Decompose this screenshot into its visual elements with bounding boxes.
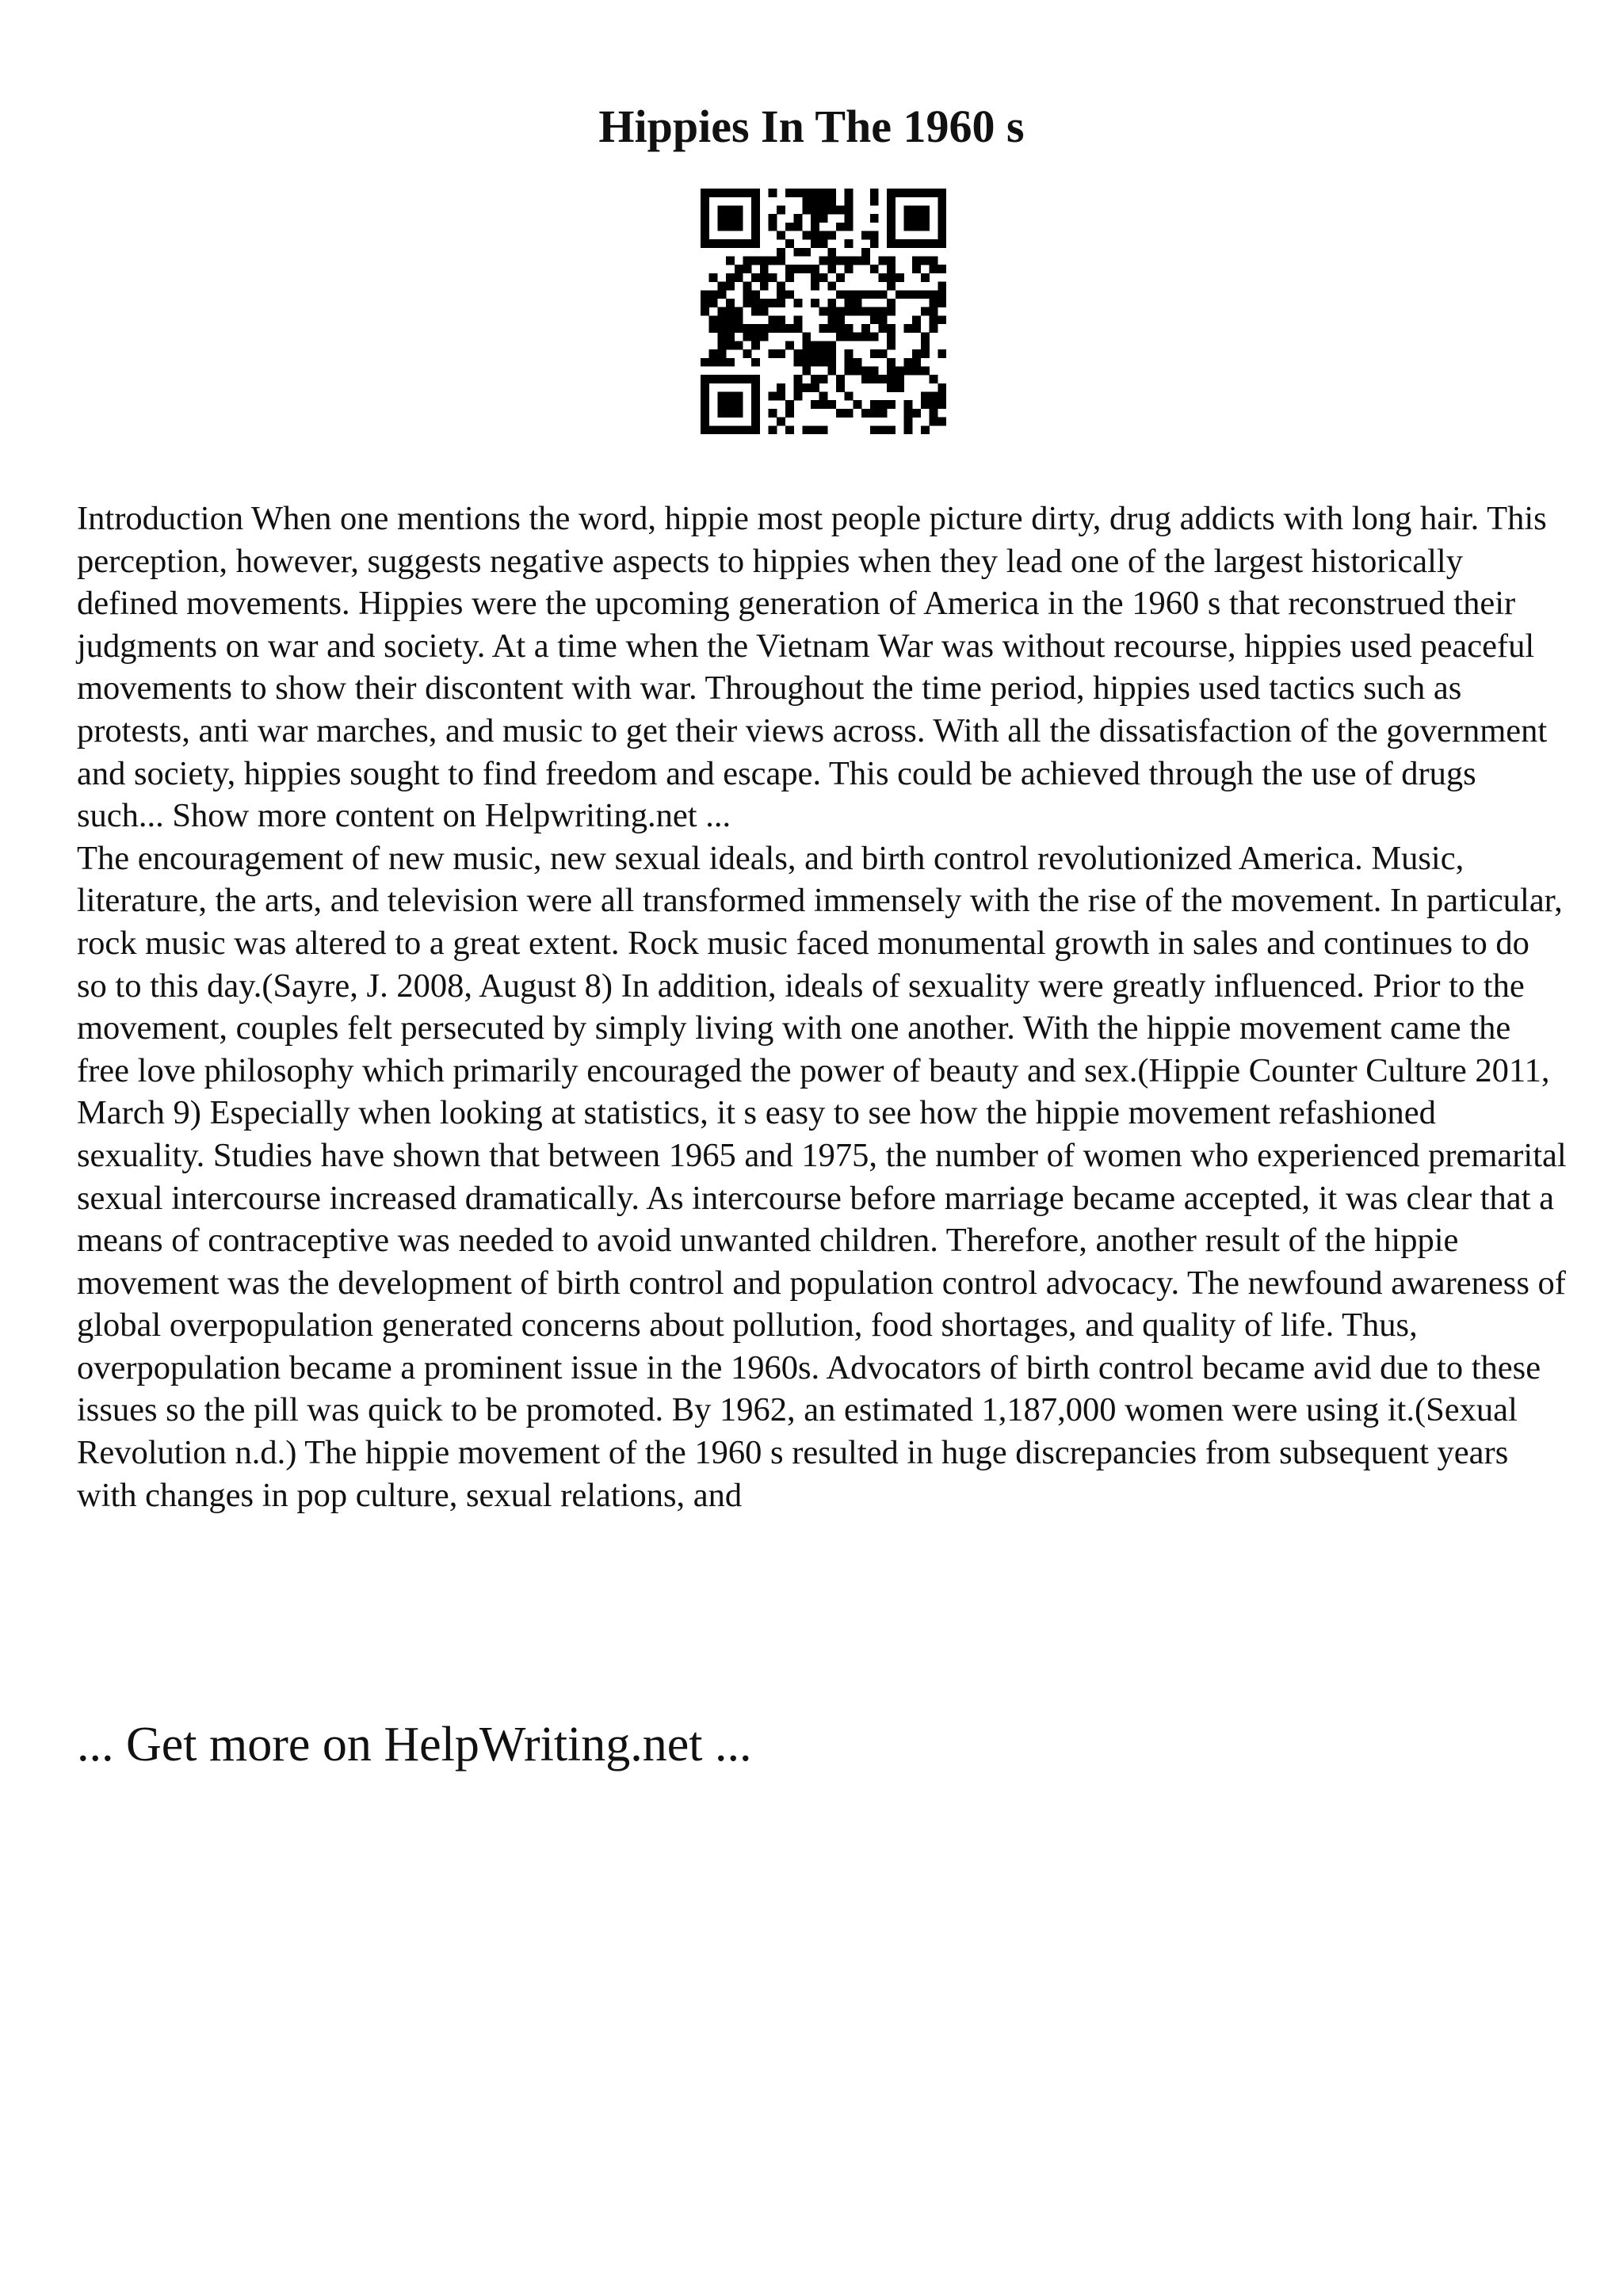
- qr-code-icon: [701, 189, 946, 434]
- get-more-link[interactable]: ... Get more on HelpWriting.net ...: [77, 1718, 752, 1772]
- paragraph-encouragement: The encouragement of new music, new sexual ideals, and birth control revolutionized America. Music, literature, the arts, and television were all transformed immensely with the rise of the movement. In particular, rock music was altered to a great extent. Rock music faced monumental growth in sales and continues to do so to this day.(Sayre, J. 2008, August 8) In addition, ideals of sexuality were greatly influenced. Prior to the movement, couples felt persecuted by simply living with one another. With the hippie movement came the free love philosophy which primarily encouraged the power of beauty and sex.(Hippie Counter Culture 2011, March 9) Especially when looking at statistics, it s easy to see how the hippie movement refashioned sexuality. Studies have shown that between 1965 and 1975, the number of women who experienced premarital sexual intercourse increased dramatically. As intercourse before marriage became accepted, it was clear that a means of contraceptive was needed to avoid unwanted children. Therefore, another result of the hippie movement was the development of birth control and population control advocacy. The newfound awareness of global overpopulation generated concerns about pollution, food shortages, and quality of life. Thus, overpopulation became a prominent issue in the 1960s. Advocators of birth control became avid due to these issues so the pill was quick to be promoted. By 1962, an estimated 1,187,000 women were using it.(Sexual Revolution n.d.) The hippie movement of the 1960 s resulted in huge discrepancies from subsequent years with changes in pop culture, sexual relations, and: [77, 839, 1567, 1514]
- paragraph-introduction: Introduction When one mentions the word, hippie most people picture dirty, drug addicts with long hair. This perception, however, suggests negative aspects to hippies when they lead one of the largest historically defined movements. Hippies were the upcoming generation of America in the 1960 s that reconstrued their judgments on war and society. At a time when the Vietnam War was without recourse, hippies used peaceful movements to show their discontent with war. Throughout the time period, hippies used tactics such as protests, anti war marches, and music to get their views across. With all the dissatisfaction of the government and society, hippies sought to find freedom and escape. This could be achieved through the use of drugs such... Show more content on Helpwriting.net ...: [77, 500, 1548, 835]
- page-title: Hippies In The 1960 s: [598, 101, 1025, 152]
- article-body: [77, 498, 1567, 1516]
